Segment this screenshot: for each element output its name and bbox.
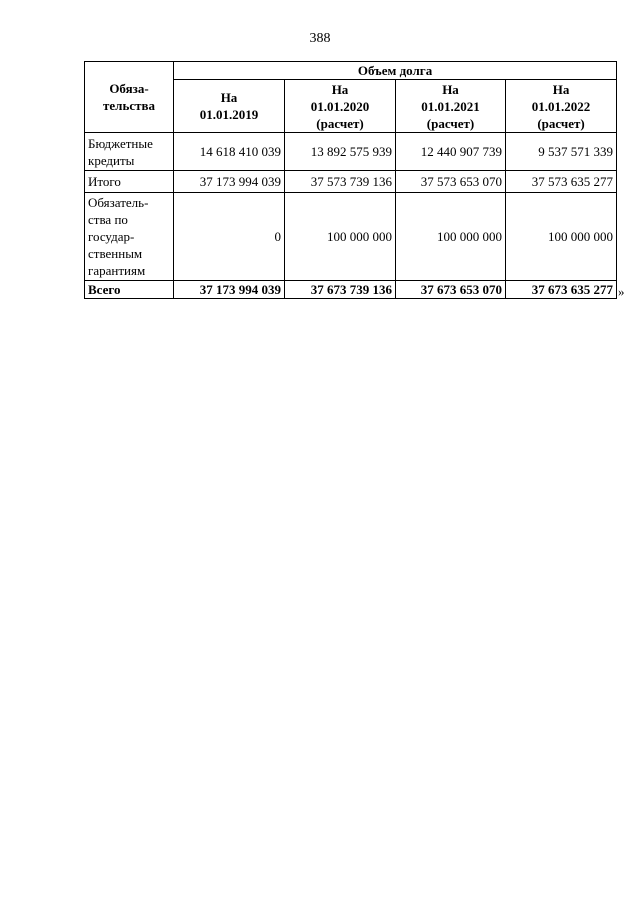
table-row-budget-credits <box>85 133 617 171</box>
column-header-2020-line2: 01.01.2020 <box>310 98 370 114</box>
cell-value: 37 573 653 070 <box>396 171 506 193</box>
column-header-2019-line2: 01.01.2019 <box>199 107 259 122</box>
cell-value: 12 440 907 739 <box>396 133 506 171</box>
cell-value: 100 000 000 <box>285 193 396 281</box>
cell-value: 0 <box>174 193 285 281</box>
cell-value: 37 673 653 070 <box>396 281 506 299</box>
column-header-2019 <box>174 80 285 133</box>
table-row-subtotal <box>85 171 617 193</box>
row-header-obligations: Обяза-тельства <box>85 62 174 133</box>
page-number: 388 <box>309 31 331 46</box>
cell-value: 9 537 571 339 <box>506 133 617 171</box>
row-label: Обязатель-ства по государ-ственным гарантиям <box>85 193 174 281</box>
cell-value: 14 618 410 039 <box>174 133 285 171</box>
row-label: Итого <box>85 171 174 193</box>
column-header-2020-line1: На <box>331 81 349 97</box>
cell-value: 13 892 575 939 <box>285 133 396 171</box>
table-row-total <box>85 281 617 299</box>
column-header-2021-line2: 01.01.2021 <box>421 98 480 114</box>
cell-value: 37 673 739 136 <box>285 281 396 299</box>
cell-value: 37 573 739 136 <box>285 171 396 193</box>
column-header-2022 <box>506 80 617 133</box>
cell-value: 37 173 994 039 <box>174 171 285 193</box>
column-header-2020 <box>285 80 396 133</box>
column-header-2022-line3: (расчет) <box>537 115 585 131</box>
column-header-2021-line1: На <box>442 81 459 97</box>
column-header-2020-line3: (расчет) <box>316 115 364 131</box>
cell-value: 100 000 000 <box>396 193 506 281</box>
debt-table <box>84 61 617 299</box>
closing-quote: » <box>618 284 625 299</box>
group-header-debt-volume: Объем долга <box>174 62 617 80</box>
column-header-2022-line2: 01.01.2022 <box>531 98 591 114</box>
column-header-2021-line3: (расчет) <box>426 115 475 131</box>
column-header-2022-line1: На <box>552 81 570 97</box>
row-label: Всего <box>85 281 174 299</box>
cell-value: 37 573 635 277 <box>506 171 617 193</box>
cell-value: 37 173 994 039 <box>174 281 285 299</box>
row-label: Бюджетные кредиты <box>85 133 174 171</box>
cell-value: 37 673 635 277 <box>506 281 617 299</box>
column-header-2021 <box>396 80 506 133</box>
cell-value: 100 000 000 <box>506 193 617 281</box>
column-header-2019-line1: На <box>220 90 238 105</box>
table-row-state-guarantees <box>85 193 617 281</box>
